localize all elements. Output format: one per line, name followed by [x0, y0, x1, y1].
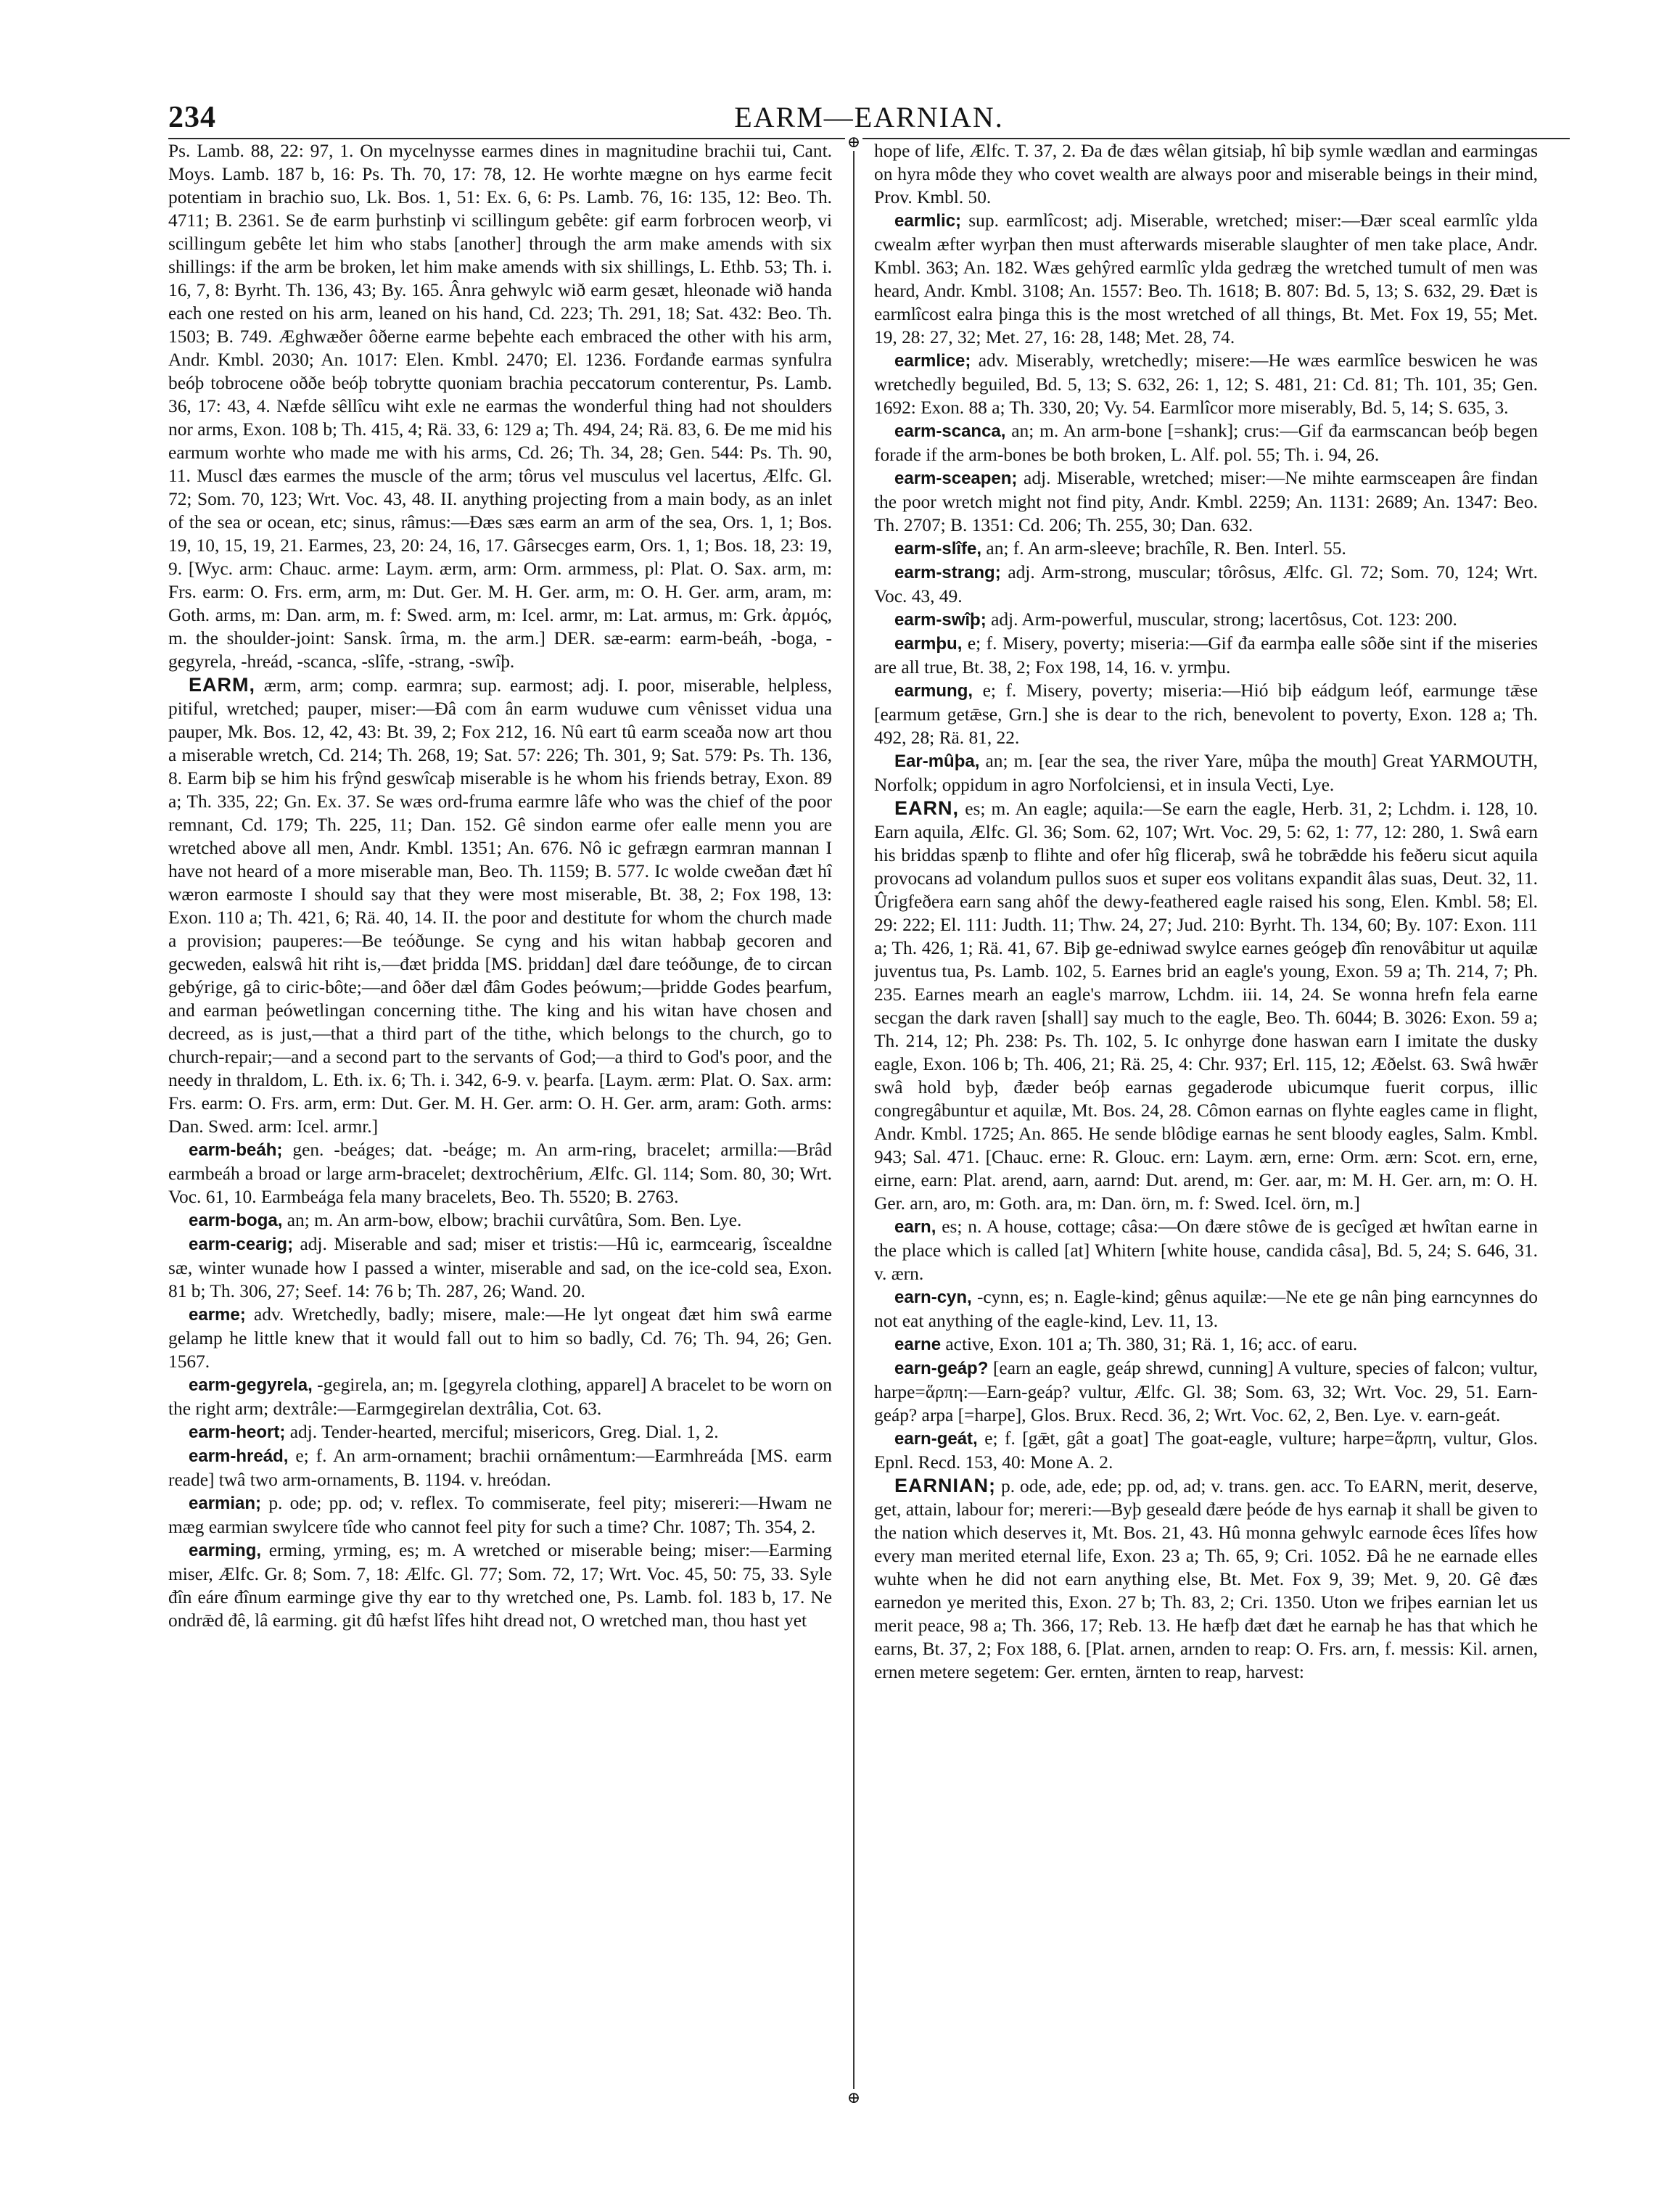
entry-headword: earn-cyn,	[894, 1288, 972, 1307]
entry-headword: EARNIAN;	[894, 1475, 996, 1496]
dictionary-entry	[874, 1474, 1538, 1684]
entry-text: p. ode, ade, ede; pp. od, ad; v. trans. gen. acc. To EARN, merit, deserve, get, attain, labour for; mereri:—Byþ geseald đære þeóde đe hys earnaþ it shall be given to the nation which deserves it, Mt. Bos. 21, 43. Hû monna gehwylc earnode êces lîfes how every man merited eternal life, Exon. 23 a; Th. 65, 9; Cri. 1052. Đâ he ne earnade elles wuhte when he did not earn anything else, Bt. Met. Fox 9, 39; Met. 9, 20. Gê đæs earnedon ye merited this, Exon. 27 b; Th. 83, 2; Cri. 1350. Uton we friþes earnian let us merit peace, 98 a; Th. 366, 17; Reb. 13. He hæfþ đæt đæt he earnaþ he has that which he earns, Bt. 37, 2; Fox 188, 6. [Plat. arnen, arnden to reap: O. Frs. arn, f. messis: Kil. arnen, ernen metere segetem: Ger. ernten, ärnten to reap, harvest:	[874, 1476, 1538, 1682]
dictionary-entry	[874, 1215, 1538, 1285]
entry-text: adj. Miserable, wretched; miser:—Ne mihte earmsceapen âre findan the poor wretch might not find pity, Andr. Kmbl. 2259; An. 1131: 2689; An. 1347: Beo. Th. 2707; B. 1351: Cd. 206; Th. 255, 30; Dan. 632.	[874, 468, 1538, 535]
entry-headword: earm-gegyrela,	[189, 1375, 313, 1395]
entry-text: [earn an eagle, geáp shrewd, cunning] A vulture, species of falcon; vultur, harpe=ἅρπη:—Earn-geáp? vultur, Ælfc. Gl. 38; Som. 63, 32; Wrt. Voc. 29, 51. Earn-geáp? arpa [=harpe], Glos. Brux. Recd. 36, 2; Wrt. Voc. 62, 2, Ben. Lye. v. earn-geát.	[874, 1358, 1538, 1425]
entry-text: adv. Miserably, wretchedly; misere:—He wæs earmlîce beswicen he was wretchedly beguiled, Bd. 5, 13; S. 632, 26: 1, 12; S. 481, 21: Cd. 81; Th. 101, 35; Gen. 1692: Exon. 88 a; Th. 330, 20; Vy. 54. Earmlîcor more miserably, Bd. 5, 14; S. 635, 3.	[874, 350, 1538, 418]
entry-headword: earm-beáh;	[189, 1140, 283, 1160]
entry-headword: Ear-mûþa,	[894, 752, 980, 771]
entry-text: adj. Arm-strong, muscular; tôrôsus, Ælfc. Gl. 72; Som. 70, 124; Wrt. Voc. 43, 49.	[874, 562, 1538, 606]
dictionary-entry	[168, 1491, 832, 1539]
entry-text: e; f. An arm-ornament; brachii ornâmentum:—Earmhreáda [MS. earm reade] twâ two arm-ornaments, B. 1194. v. hreódan.	[168, 1446, 832, 1490]
entry-text: e; f. Misery, poverty; miseria:—Hió biþ eádgum leóf, earmunge tǣse [earmum getǣse, Grn.] she is dear to the rich, benevolent to poverty, Exon. 128 a; Th. 492, 28; Rä. 81, 22.	[874, 680, 1538, 748]
dictionary-entry	[874, 209, 1538, 349]
entry-headword: earm-slîfe,	[894, 539, 982, 559]
left-column	[168, 139, 832, 2083]
dictionary-entry	[168, 1420, 832, 1444]
entry-text: gen. -beáges; dat. -beáge; m. An arm-ring, bracelet; armilla:—Brâd earmbeáh a broad or large arm-bracelet; dextrochêrium, Ælfc. Gl. 114; Som. 80, 30; Wrt. Voc. 61, 10. Earmbeága fela many bracelets, Beo. Th. 5520; B. 2763.	[168, 1140, 832, 1207]
entry-continuation	[168, 139, 832, 673]
dictionary-entry	[874, 1427, 1538, 1474]
dictionary-entry	[874, 608, 1538, 632]
entry-headword: earne	[894, 1335, 942, 1354]
dictionary-entry	[168, 1539, 832, 1632]
dictionary-entry	[168, 1232, 832, 1303]
right-column	[874, 139, 1538, 2083]
entry-headword: earn-geáp?	[894, 1359, 989, 1378]
entry-text: adj. Tender-hearted, merciful; misericors, Greg. Dial. 1, 2.	[289, 1422, 719, 1442]
entry-text: -cynn, es; n. Eagle-kind; gênus aquilæ:—Ne ete ge nân þing earncynnes do not eat anything of the eagle-kind, Lev. 11, 13.	[874, 1287, 1538, 1331]
dictionary-entry	[874, 419, 1538, 466]
entry-text: ærm, arm; comp. earmra; sup. earmost; adj. I. poor, miserable, helpless, pitiful, wretched; pauper, miser:—Đâ com ân earm wuduwe cum vênisset vidua una pauper, Mk. Bos. 12, 42, 43: Bt. 39, 2; Fox 212, 16. Nû eart tû earm sceaða now art thou a miserable wretch, Cd. 214; Th. 268, 19; Sat. 57: 226; Th. 301, 9; Sat. 579: Ps. Th. 136, 8. Earm biþ se him his frŷnd geswîcaþ miserable is he whom his friends betray, Exon. 89 a; Th. 335, 22; Gn. Ex. 37. Se wæs ord-fruma earmre lâfe who was the chief of the poor remnant, Cd. 179; Th. 225, 11; Dan. 152. Gê sindon earme ofer ealle menn you are wretched above all men, Andr. Kmbl. 1351; An. 676. Nô ic gefrægn earmran mannan I have not heard of a more miserable man, Beo. Th. 1159; B. 577. Ic wolde cweðan đæt hî wæron earmoste I should say that they were most miserable, Bt. 38, 2; Fox 198, 13: Exon. 110 a; Th. 421, 6; Rä. 40, 14. II. the poor and destitute for whom the church made a provision; pauperes:—Be teóðunge. Se cyng and his witan habbaþ gecoren and gecweden, ealswâ hit riht is,—đæt þridda [MS. þriddan] dæl đare teóðunge, đe to circan gebýrige, gâ to ciric-bôte;—and ôðer dæl đâm Godes þeówum;—þridde Godes þearfum, and earman þeówetlingan concerning tithe. The king and his witan have chosen and decreed, as is just,—that a third part of the tithe, which belongs to the church, go to church-repair;—and a second part to the servants of God;—a third to God's poor, and the needy in thraldom, L. Eth. ix. 6; Th. i. 342, 6-9. v. þearfa. [Laym. ærm: Plat. O. Sax. arm: Frs. earm: O. Frs. arm, erm: Dut. Ger. M. H. Ger. arm: O. H. Ger. arm, aram: Goth. arms: Dan. Swed. arm: Icel. armr.]	[168, 675, 832, 1137]
page-header	[168, 97, 1570, 138]
entry-text: -gegirela, an; m. [gegyrela clothing, apparel] A bracelet to be worn on the right arm; dextrâle:—Earmgegirelan dextrâlia, Cot. 63.	[168, 1375, 832, 1419]
dictionary-entry	[168, 1444, 832, 1491]
entry-headword: EARN,	[894, 797, 960, 819]
dictionary-entry	[874, 749, 1538, 796]
entry-text: adj. Arm-powerful, muscular, strong; lacertôsus, Cot. 123: 200.	[991, 609, 1457, 630]
entry-headword: earm-sceapen;	[894, 469, 1018, 488]
entry-text: sup. earmlîcost; adj. Miserable, wretched; miser:—Đær sceal earmlîc ylda cwealm æfter wyrþan then must afterwards miserable slaughter of men take place, Andr. Kmbl. 363; An. 182. Wæs gehŷred earmlîc ylda gedræg the wretched tumult of men was heard, Andr. Kmbl. 3108; An. 1557: Beo. Th. 1618; B. 807: Bd. 5, 13; S. 632, 29. Đæt is earmlîcost ealra þinga this is the most wretched of all things, Bt. Met. Fox 19, 55; Met. 19, 28: 27, 32; Met. 27, 16: 28, 148; Met. 28, 74.	[874, 210, 1538, 347]
entry-text: adj. Miserable and sad; miser et tristis:—Hû ic, earmcearig, îscealdne sæ, winter wunade how I passed a winter, miserable and sad, on the ice-cold sea, Exon. 81 b; Th. 306, 27; Seef. 14: 76 b; Th. 287, 26; Wand. 20.	[168, 1234, 832, 1301]
entry-headword: earming,	[189, 1541, 262, 1560]
entry-text: es; n. A house, cottage; câsa:—On đære stôwe đe is gecîged æt hwîtan earne in the place which is called [at] Whitern [white house, candida câsa], Bd. 5, 24; S. 646, 31. v. ærn.	[874, 1216, 1538, 1284]
dictionary-entry	[168, 673, 832, 1138]
dictionary-entry	[168, 1303, 832, 1373]
entry-headword: earm-hreád,	[189, 1446, 289, 1466]
entry-text: an; m. An arm-bone [=shank]; crus:—Gif đa earmscancan beóþ begen forade if the arm-bones be both broken, L. Alf. pol. 55; Th. i. 94, 26.	[874, 421, 1538, 465]
entry-headword: earmlice;	[894, 351, 971, 371]
entry-headword: earn-geát,	[894, 1429, 978, 1449]
column-divider	[853, 145, 855, 2098]
entry-text: an; m. An arm-bow, elbow; brachii curvâtûra, Som. Ben. Lye.	[287, 1210, 742, 1230]
entry-text: p. ode; pp. od; v. reflex. To commiserate, feel pity; misereri:—Hwam ne mæg earmian swylcere tîde who cannot feel pity for such a time? Chr. 1087; Th. 354, 2.	[168, 1493, 832, 1537]
dictionary-entry	[168, 1373, 832, 1420]
entry-text: adv. Wretchedly, badly; misere, male:—He lyt ongeat đæt him swâ earme gelamp he little knew that it would fall out to him so badly, Cd. 76; Th. 94, 26; Gen. 1567.	[168, 1304, 832, 1372]
dictionary-entry	[874, 1333, 1538, 1356]
column-divider-top-ornament: ⊕	[845, 133, 862, 151]
entry-headword: earm-swîþ;	[894, 610, 987, 630]
running-head: EARM—EARNIAN.	[734, 101, 1004, 133]
entry-continuation	[874, 139, 1538, 209]
entry-headword: earm-heort;	[189, 1422, 286, 1442]
entry-headword: earmlic;	[894, 211, 962, 231]
entry-headword: earmþu,	[894, 634, 963, 654]
dictionary-entry	[874, 349, 1538, 419]
entry-headword: EARM,	[189, 674, 255, 696]
dictionary-entry	[874, 679, 1538, 749]
entry-headword: earme;	[189, 1305, 246, 1325]
entry-text: an; m. [ear the sea, the river Yare, mûþa the mouth] Great YARMOUTH, Norfolk; oppidum in agro Norfolciensi, et in insula Vecti, Lye.	[874, 751, 1538, 795]
entry-headword: earm-scanca,	[894, 421, 1006, 441]
entry-text: e; f. [gǣt, gât a goat] The goat-eagle, vulture; harpe=ἅρπη, vultur, Glos. Epnl. Recd. 153, 40: Mone A. 2.	[874, 1428, 1538, 1473]
entry-text: an; f. An arm-sleeve; brachîle, R. Ben. Interl. 55.	[986, 538, 1346, 559]
dictionary-entry	[168, 1209, 832, 1232]
entry-text: Ps. Lamb. 88, 22: 97, 1. On mycelnysse earmes dines in magnitudine brachii tui, Cant. Moys. Lamb. 187 b, 16: Ps. Th. 70, 17: 78, 12. He worhte mægne on hys earme fecit potentiam in brachio suo, Lk. Bos. 1, 51: Ex. 6, 6: Ps. Lamb. 76, 16: 135, 12: Beo. Th. 4711; B. 2361. Se đe earm þurhstinþ vi scillingum gebête: gif earm forbrocen weorþ, vi scillingum gebête let him who stabs [another] through the arm make amends with six shillings: if the arm be broken, let him make amends with six shillings, L. Ethb. 53; Th. i. 16, 7, 8: Byrht. Th. 136, 43; By. 165. Ânra gehwylc wið earm gesæt, hleonade wið handa each one rested on his arm, leaned on his hand, Cd. 223; Th. 291, 18; Sat. 432: Beo. Th. 1503; B. 749. Æghwæðer ôðerne earme beþehte each embraced the other with his arm, Andr. Kmbl. 2030; An. 1017: Elen. Kmbl. 2470; El. 1236. Forđanđe earmas synfulra beóþ tobrocene oððe beóþ tobrytte quoniam brachia peccatorum conterentur, Ps. Lamb. 36, 17: 43, 4. Næfde sêllîcu wiht exle ne earmas the wonderful thing had not shoulders nor arms, Exon. 108 b; Th. 415, 4; Rä. 33, 6: 129 a; Th. 494, 24; Rä. 83, 6. Đe me mid his earmum worhte who made me with his arms, Cd. 26; Th. 34, 28; Gen. 544: Ps. Th. 90, 11. Muscl đæs earmes the muscle of the arm; tôrus vel musculus vel lacertus, Ælfc. Gl. 72; Som. 70, 123; Wrt. Voc. 43, 48. II. anything projecting from a main body, as an inlet of the sea or ocean, etc; sinus, râmus:—Đæs sæs earm an arm of the sea, Ors. 1, 1; Bos. 19, 10, 15, 19, 21. Earmes, 23, 20: 24, 16, 17. Gârsecges earm, Ors. 1, 1; Bos. 18, 23: 19, 9. [Wyc. arm: Chauc. arme: Laym. ærm, arm: Orm. armmess, pl: Plat. O. Sax. arm, m: Frs. earm: O. Frs. erm, arm, m: Dut. Ger. M. H. Ger. arm, m: O. H. Ger. arm, aram, m: Goth. arms, m: Dan. arm, m. f: Swed. arm, m: Icel. armr, m: Lat. armus, m: Grk. ἀρμός, m. the shoulder-joint: Sansk. îrma, m. the arm.] DER. sæ-earm: earm-beáh, -boga, -gegyrela, -hreád, -scanca, -slîfe, -strang, -swîþ.	[168, 141, 832, 672]
dictionary-entry	[874, 561, 1538, 608]
entry-text: es; m. An eagle; aquila:—Se earn the eagle, Herb. 31, 2; Lchdm. i. 128, 10. Earn aquila, Ælfc. Gl. 36; Som. 62, 107; Wrt. Voc. 29, 5: 62, 1: 77, 12: 280, 1. Swâ earn his briddas spænþ to flihte and ofer hîg fliceraþ, swâ he tobrǣdde his feðeru sicut aquila provocans ad volandum pullos suos et super eos volitans expandit âlas suas, Deut. 32, 11. Ûrigfeðera earn sang ahôf the dewy-feathered eagle raised his song, Elen. Kmbl. 58; El. 29: 222; El. 111: Judth. 11; Thw. 24, 27; Jud. 210: Byrht. Th. 134, 60; By. 107: Exon. 111 a; Th. 426, 1; Rä. 41, 67. Biþ ge-edniwad swylce earnes geógeþ đîn renovâbitur ut aquilæ juventus tua, Ps. Lamb. 102, 5. Earnes brid an eagle's young, Exon. 59 a; Th. 214, 7; Ph. 235. Earnes mearh an eagle's marrow, Lchdm. iii. 14, 24. Se wonna hrefn fela earne secgan the dark raven [shall] say much to the eagle, Beo. Th. 6044; B. 3026: Exon. 59 a; Th. 214, 12; Ph. 238: Ps. Th. 102, 5. Ic onhyrge đone haswan earn I imitate the dusky eagle, Exon. 106 b; Th. 406, 21; Rä. 25, 4: Chr. 937; Erl. 115, 12; Æðelst. 63. Swâ hwǣr swâ hold byþ, đæder beóþ earnas gegaderode ubicumque fuerit corpus, illic congregâbuntur et aquilæ, Mt. Bos. 24, 28. Cômon earnas on flyhte eagles came in flight, Andr. Kmbl. 1725; An. 865. He sende blôdige earnas he sent bloody eagles, Salm. Kmbl. 943; Sal. 471. [Chauc. erne: R. Glouc. ern: Laym. ærn, erne: Orm. ærn: Scot. ern, erne, eirne, earn: Plat. arend, aarn, aarnd: Dut. arend, m: Ger. aar, m: M. H. Ger. arn, m: O. H. Ger. arn, aro, m: Goth. ara, m: Dan. örn, m. f: Swed. Icel. örn, m.]	[874, 799, 1538, 1214]
entry-headword: earm-strang;	[894, 563, 1001, 582]
entry-text: hope of life, Ælfc. T. 37, 2. Đa đe đæs wêlan gitsiaþ, hî biþ symle wædlan and earmingas on hyra môde they who covet wealth are always poor and miserable beings in their mind, Prov. Kmbl. 50.	[874, 141, 1538, 207]
dictionary-entry	[874, 1356, 1538, 1427]
dictionary-entry	[874, 796, 1538, 1215]
dictionary-entry	[874, 537, 1538, 561]
entry-text: erming, yrming, es; m. A wretched or miserable being; miser:—Earming miser, Ælfc. Gr. 8; Som. 7, 18: Ælfc. Gl. 77; Som. 72, 17; Wrt. Voc. 45, 50: 75, 33. Syle đîn eáre đînum earminge give thy ear to thy wretched one, Ps. Lamb. fol. 183 b, 17. Ne ondrǣd đê, lâ earming. git đû hæfst lîfes hiht dread not, O wretched man, thou hast yet	[168, 1540, 832, 1631]
entry-headword: earm-cearig;	[189, 1235, 294, 1254]
entry-headword: earm-boga,	[189, 1211, 283, 1230]
entry-headword: earn,	[894, 1217, 936, 1237]
entry-text: active, Exon. 101 a; Th. 380, 31; Rä. 1, 16; acc. of earu.	[945, 1334, 1358, 1354]
entry-text: e; f. Misery, poverty; miseria:—Gif đa earmþa ealle sôðe sint if the miseries are all true, Bt. 38, 2; Fox 198, 14, 16. v. yrmþu.	[874, 633, 1538, 678]
column-divider-bottom-ornament: ⊕	[845, 2089, 862, 2107]
entry-headword: earmian;	[189, 1494, 262, 1513]
dictionary-entry	[874, 632, 1538, 679]
dictionary-entry	[874, 466, 1538, 537]
dictionary-entry	[874, 1285, 1538, 1333]
entry-headword: earmung,	[894, 681, 973, 701]
page-number: 234	[168, 101, 216, 134]
dictionary-entry	[168, 1138, 832, 1209]
